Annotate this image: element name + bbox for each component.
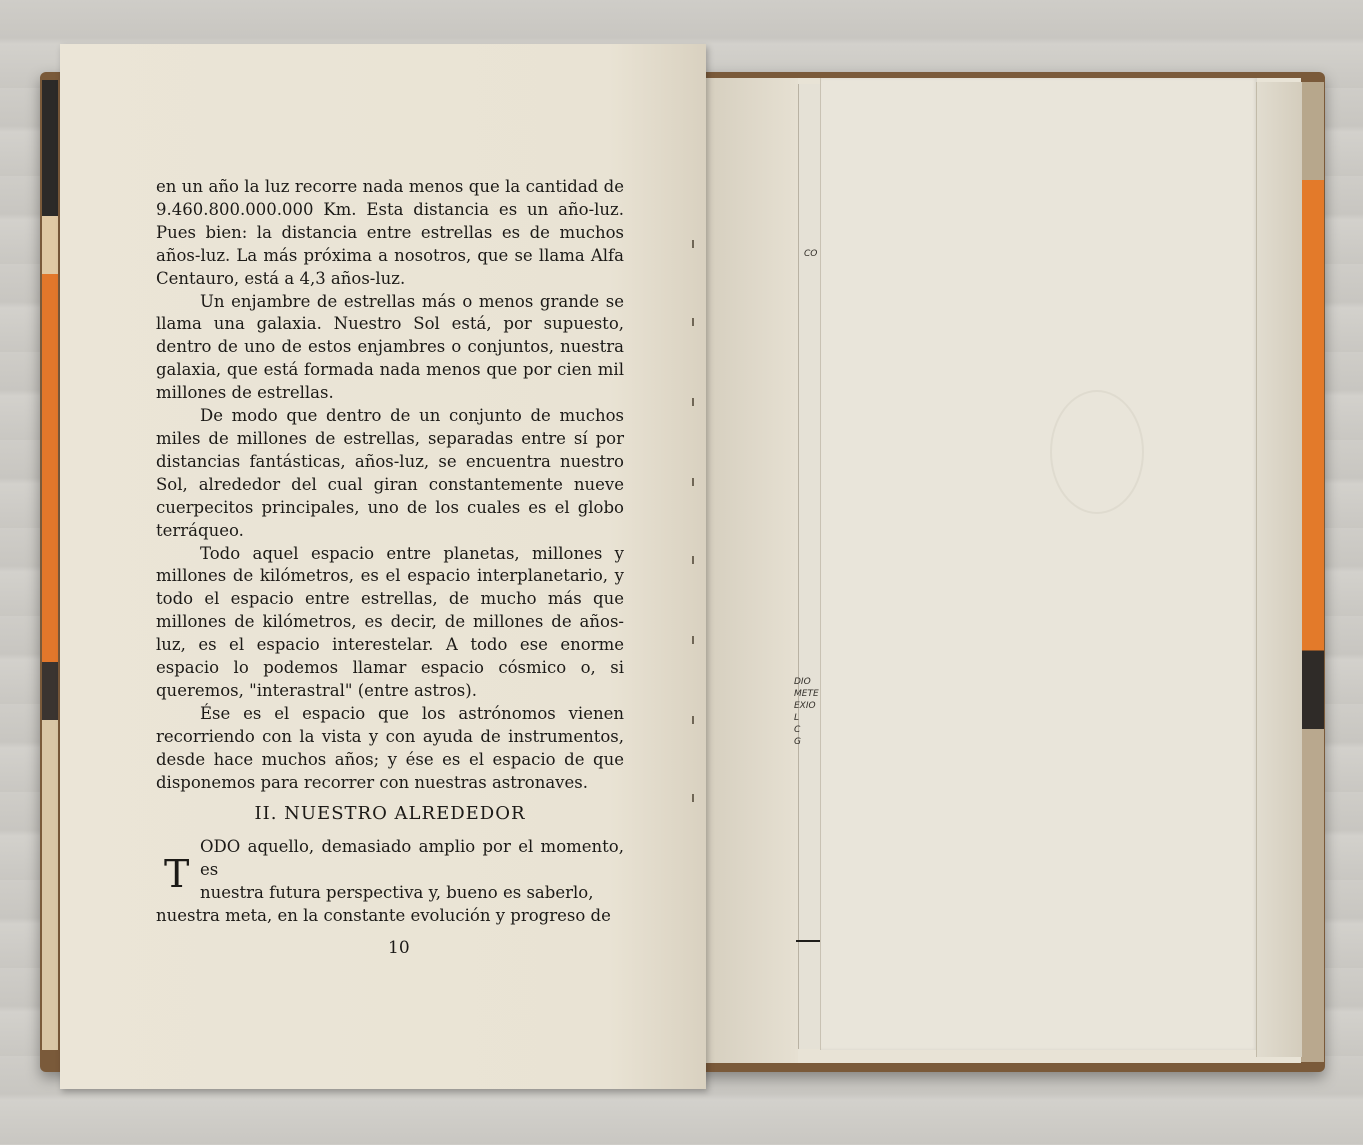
paragraph: De modo que dentro de un conjunto de muchos miles de millones de estrellas, separadas entre sí por distancias fantásticas, años-luz, se encuentra nuestro Sol, alrededor del cual giran constantemente nueve cuerpecitos principales, uno de los cuales es el globo terráqueo.	[156, 406, 624, 540]
paragraph: en un año la luz recorre nada menos que la cantidad de 9.460.800.000.000 Km. Esta distancia es un año-luz. Pues bien: la distancia entre estrellas es de muchos años-luz. La más próxima a nosotros, que se llama Alfa Centauro, está a 4,3 años-luz.	[156, 177, 624, 288]
right-page-stack	[706, 78, 1301, 1063]
show-through-drawing	[1050, 390, 1144, 514]
paragraph: Un enjambre de estrellas más o menos grande se llama una galaxia. Nuestro Sol está, por supuesto, dentro de uno de estos enjambres o conjuntos, nuestra galaxia, que está formada nada menos que por cien mil millones de estrellas.	[156, 291, 624, 403]
binding-stitch	[692, 716, 694, 724]
binding-stitch	[692, 240, 694, 248]
binding-stitch	[692, 636, 694, 644]
insert-text-fragments: DIO METE EXIO L C G	[794, 677, 819, 747]
body-text	[156, 176, 624, 794]
cover-edge-left	[42, 80, 58, 1050]
page-edges	[1256, 82, 1302, 1057]
binding-stitch	[692, 318, 694, 326]
binding-stitch	[692, 478, 694, 486]
insert-margin	[798, 84, 821, 1049]
insert-rule	[796, 940, 820, 942]
text-line: nuestra meta, en la constante evolución y progreso de	[156, 905, 611, 925]
paragraph: Ése es el espacio que los astrónomos vienen recorriendo con la vista y con ayuda de instrumentos, desde hace muchos años; y ése es el espacio de que disponemos para recorrer con nuestras astronaves.	[156, 703, 624, 792]
binding-stitch	[692, 794, 694, 802]
paragraph: Todo aquel espacio entre planetas, millones y millones de kilómetros, es el espacio interplanetario, y todo el espacio entre estrellas, de mucho más que millones de kilómetros, es decir, de millones de años-luz, es el espacio interestelar. A todo ese enorme espacio lo podemos llamar espacio cósmico o, si queremos, "interastral" (entre astros).	[156, 543, 624, 700]
section-heading: II. NUESTRO ALREDEDOR	[254, 803, 526, 824]
binding-stitch	[692, 556, 694, 564]
folded-insert-strip	[706, 78, 798, 1063]
text-line: nuestra futura perspectiva y, bueno es saberlo,	[200, 882, 594, 902]
page-number: 10	[388, 938, 410, 958]
insert-text-fragment: CO	[804, 249, 818, 259]
section-opening-text	[156, 836, 624, 928]
cover-edge-right	[1300, 82, 1324, 1062]
binding-stitch	[692, 398, 694, 406]
text-line: ODO aquello, demasiado amplio por el momento, es	[200, 837, 624, 879]
drop-cap: T	[164, 852, 190, 896]
blank-insert-page	[820, 78, 1257, 1050]
